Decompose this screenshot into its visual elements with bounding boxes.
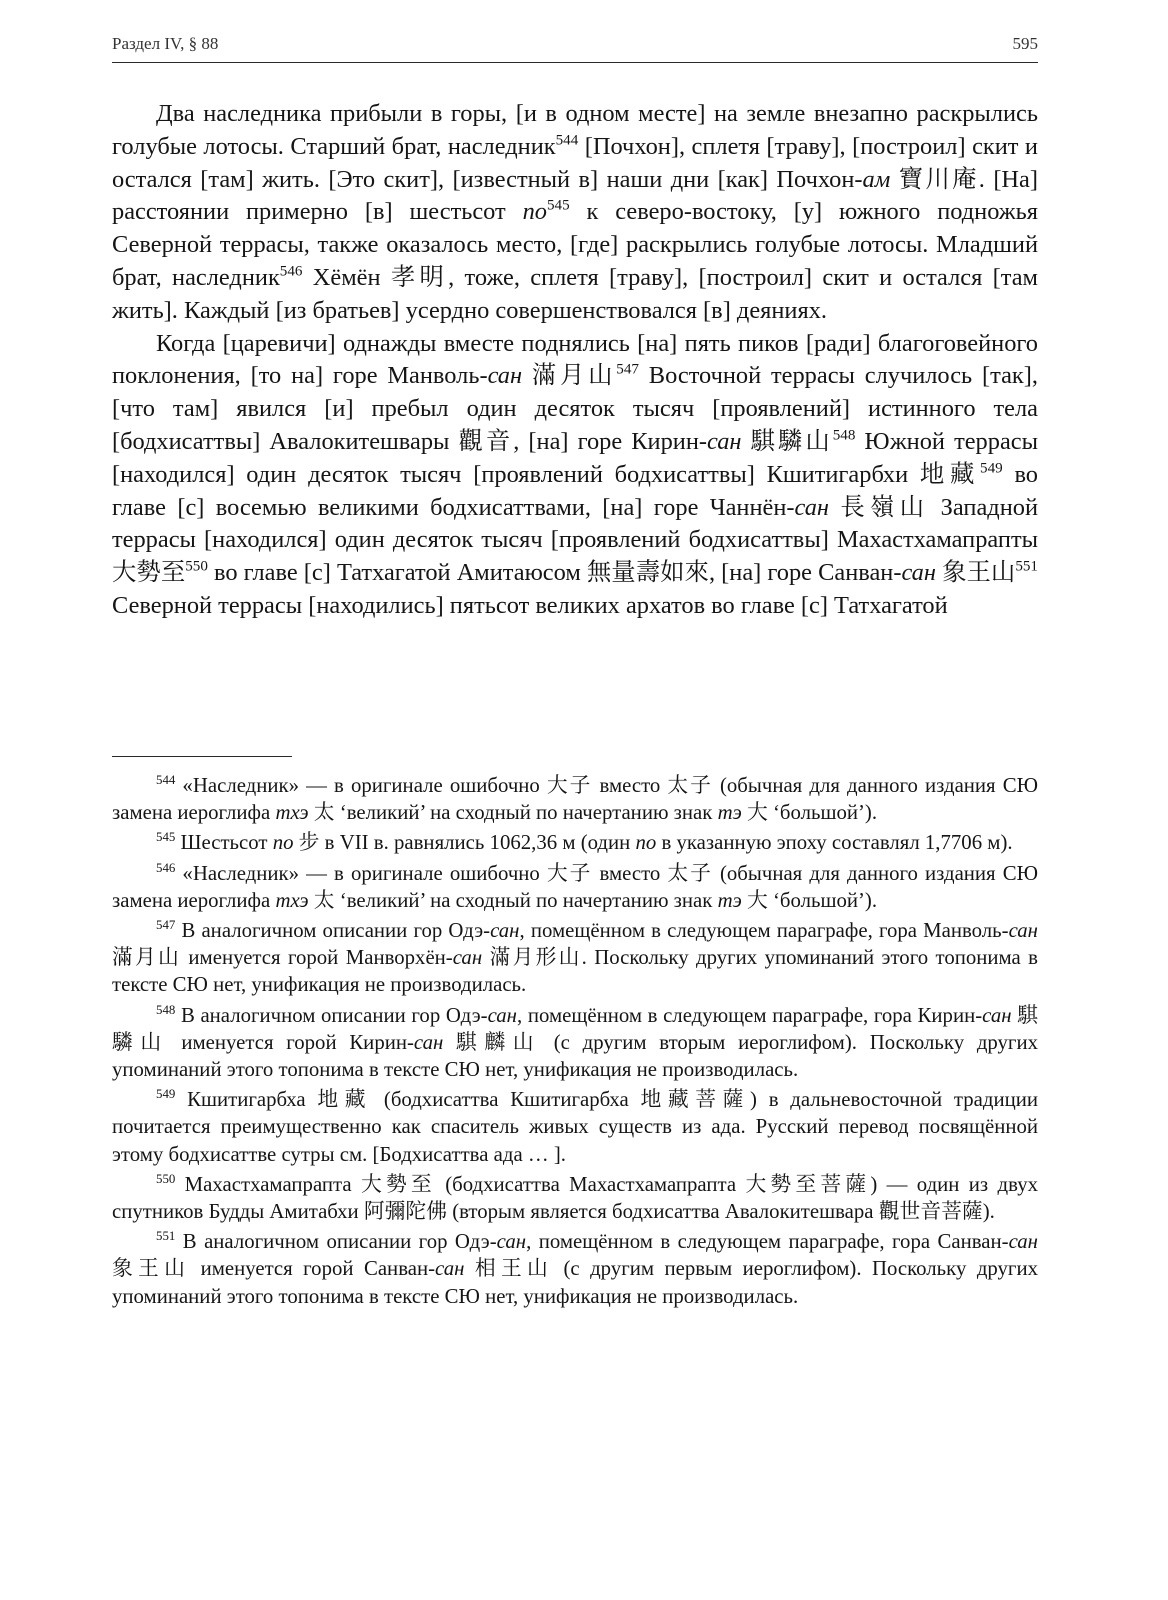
text-run: В аналогичном описании гор Одэ- [175,1230,497,1254]
footnote-ref: 549 [980,460,1003,477]
footnote-ref: 548 [832,427,856,444]
page-number: 595 [1012,34,1038,53]
footnote-ref: 546 [279,263,303,280]
text-run: В аналогичном описании гор Одэ- [175,1003,488,1027]
footnote-ref: 545 [547,198,570,215]
main-text [112,98,1038,623]
footnote [112,1228,1038,1310]
italic-text: сан [487,1003,517,1027]
text-run: во главе [с] восемью великими бодхисаттвами, [на] горе Чаннён- [112,460,1038,521]
footnote-ref: 550 [156,1171,176,1186]
italic-text: сан [982,1003,1012,1027]
italic-text: сан [413,1030,444,1054]
text-run: , помещённом в следующем параграфе, гора Манволь- [519,919,1009,943]
italic-text: сан [452,946,483,970]
italic-text: по [272,831,294,855]
text-run: «Наследник» — в оригинале ошибочно 大子 вместо 太子 (обычная для данного издания СЮ замена иероглифа [112,774,1038,825]
footnote [112,860,1038,914]
italic-text: сан [1008,919,1038,943]
text-run: Махастхамапрапта 大勢至 (бодхисаттва Махастхамапрапта 大勢至菩薩) — один из двух спутников Будды Амитабхи 阿彌陀佛 (вторым является бодхисаттва Авалокитешвара 觀世音菩薩). [112,1172,1038,1224]
header-rule [112,62,1038,63]
text-run: 騏驎山 именуется горой Кирин- [112,1003,1038,1054]
footnote-ref: 547 [616,362,639,378]
italic-text: сан [487,362,523,390]
footnote [112,829,1038,856]
text-run: 大 ‘большой’). [741,888,878,912]
footnote-ref: 545 [156,830,176,845]
footnotes [112,772,1038,1313]
text-run: В аналогичном описании гор Одэ- [175,919,491,943]
text-run: Хёмён 孝明, тоже, сплетя [траву], [построил] скит и остался [там жить]. Каждый [из братьев] усердно совершенствовался [в] деяниях. [112,263,1038,324]
italic-text: тэ [717,888,742,912]
italic-text: по [635,831,657,855]
page-header [112,30,1038,60]
footnote-separator [112,756,292,757]
text-run: 寶川庵. [На] расстоянии примерно [в] шестьсот [112,165,1038,226]
text-run: к северо-востоку, [у] южного подножья Северной террасы, также оказалось место, [где] раскрылись голубые лотосы. Младший брат, наследник [112,198,1038,291]
italic-text: сан [490,919,520,943]
italic-text: сан [435,1257,465,1281]
text-run: 滿月形山. Поскольку других упоминаний этого топонима в тексте СЮ нет, унификация не производилась. [112,946,1038,997]
footnote [112,1002,1038,1084]
text-run: 騏麟山 (с другим вторым иероглифом). Поскольку других упоминаний этого топонима в тексте СЮ нет, унификация не производилась. [112,1030,1038,1082]
text-run: 騏驎山 [741,427,833,455]
body-paragraph [112,328,1038,623]
text-run: Два наследника прибыли в горы, [и в одном месте] на земле внезапно раскрылись голубые лотосы. Старший брат, наследник [112,100,1038,160]
text-run: 滿月山 [522,362,617,390]
text-run: Кшитигарбха 地藏 (бодхисаттва Кшитигарбха 地藏菩薩) в дальневосточной традиции почитается преимущественно как спаситель живых существ из ада. Русский перевод посвящённой этому бодхисаттве сутры см. [Бодхисаттва ада … ]. [112,1088,1038,1166]
text-run: 大 ‘большой’). [741,801,878,825]
text-run: «Наследник» — в оригинале ошибочно 大子 вместо 太子 (обычная для данного издания СЮ замена иероглифа [112,861,1038,912]
text-run: 滿月山 именуется горой Манворхён- [112,946,453,970]
italic-text: тэ [717,801,742,825]
text-run: 太 ‘великий’ на сходный по начертанию знак [308,888,718,912]
section-title: Раздел IV, § 88 [112,34,219,53]
italic-text: сан [707,427,742,455]
footnote-ref: 551 [156,1229,176,1244]
text-run: в указанную эпоху составлял 1,7706 м). [656,831,1013,855]
text-run: , помещённом в следующем параграфе, гора Кирин- [516,1003,983,1027]
footnote-ref: 548 [156,1002,176,1017]
footnote-ref: 544 [555,132,579,149]
text-run: [Почхон], сплетя [траву], [построил] скит и остался [там] жить. [Это скит], [известный в] наши дни [как] Почхон- [112,132,1038,193]
footnote-ref: 550 [185,558,208,575]
text-run: 象王山 [935,559,1016,587]
italic-text: сан [1008,1230,1038,1254]
italic-text: тхэ [275,888,309,912]
footnote [112,917,1038,999]
footnote-ref: 549 [156,1087,176,1102]
footnote [112,1171,1038,1225]
footnote [112,1086,1038,1168]
text-run: Когда [царевичи] однажды вместе поднялись [на] пять пиков [ради] благоговейного поклонения, [то на] горе Манволь- [112,329,1038,390]
body-paragraph [112,98,1038,328]
text-run: во главе [с] Татхагатой Амитаюсом 無量壽如來, [на] горе Санван- [207,559,902,587]
footnote-ref: 546 [156,860,176,875]
italic-text: сан [794,493,830,521]
footnote [112,772,1038,826]
italic-text: по [522,198,547,226]
text-run: Южной террасы [находился] один десяток тысяч [проявлений бодхисаттвы] Кшитигарбхи 地藏 [112,427,1038,488]
text-run: Восточной террасы случилось [так], [что там] явился [и] пребыл один десяток тысяч [проявлений] истинного тела [бодхисаттвы] Авалокитешвары 觀音, [на] горе Кирин- [112,362,1038,455]
text-run: Северной террасы [находились] пятьсот великих архатов во главе [с] Татхагатой [112,591,948,619]
text-run: 長嶺山 Западной террасы [находился] один десяток тысяч [проявлений бодхисаттвы] Махастхамапрапты 大勢至 [112,493,1038,587]
footnote-ref: 551 [1015,558,1038,575]
text-run: , помещённом в следующем параграфе, гора Санван- [526,1230,1009,1254]
text-run: 相王山 (с другим первым иероглифом). Поскольку других упоминаний этого топонима в тексте СЮ нет, унификация не производилась. [112,1257,1038,1308]
italic-text: тхэ [275,801,309,825]
text-run: Шестьсот [175,831,273,855]
italic-text: сан [901,559,936,587]
footnote-ref: 544 [156,773,176,788]
text-run: 步 в VII в. равнялись 1062,36 м (один [293,831,636,855]
text-run: 象王山 именуется горой Санван- [112,1257,436,1281]
italic-text: сан [496,1230,527,1254]
italic-text: ам [862,165,891,193]
text-run: 太 ‘великий’ на сходный по начертанию знак [308,801,718,825]
footnote-ref: 547 [156,918,176,933]
